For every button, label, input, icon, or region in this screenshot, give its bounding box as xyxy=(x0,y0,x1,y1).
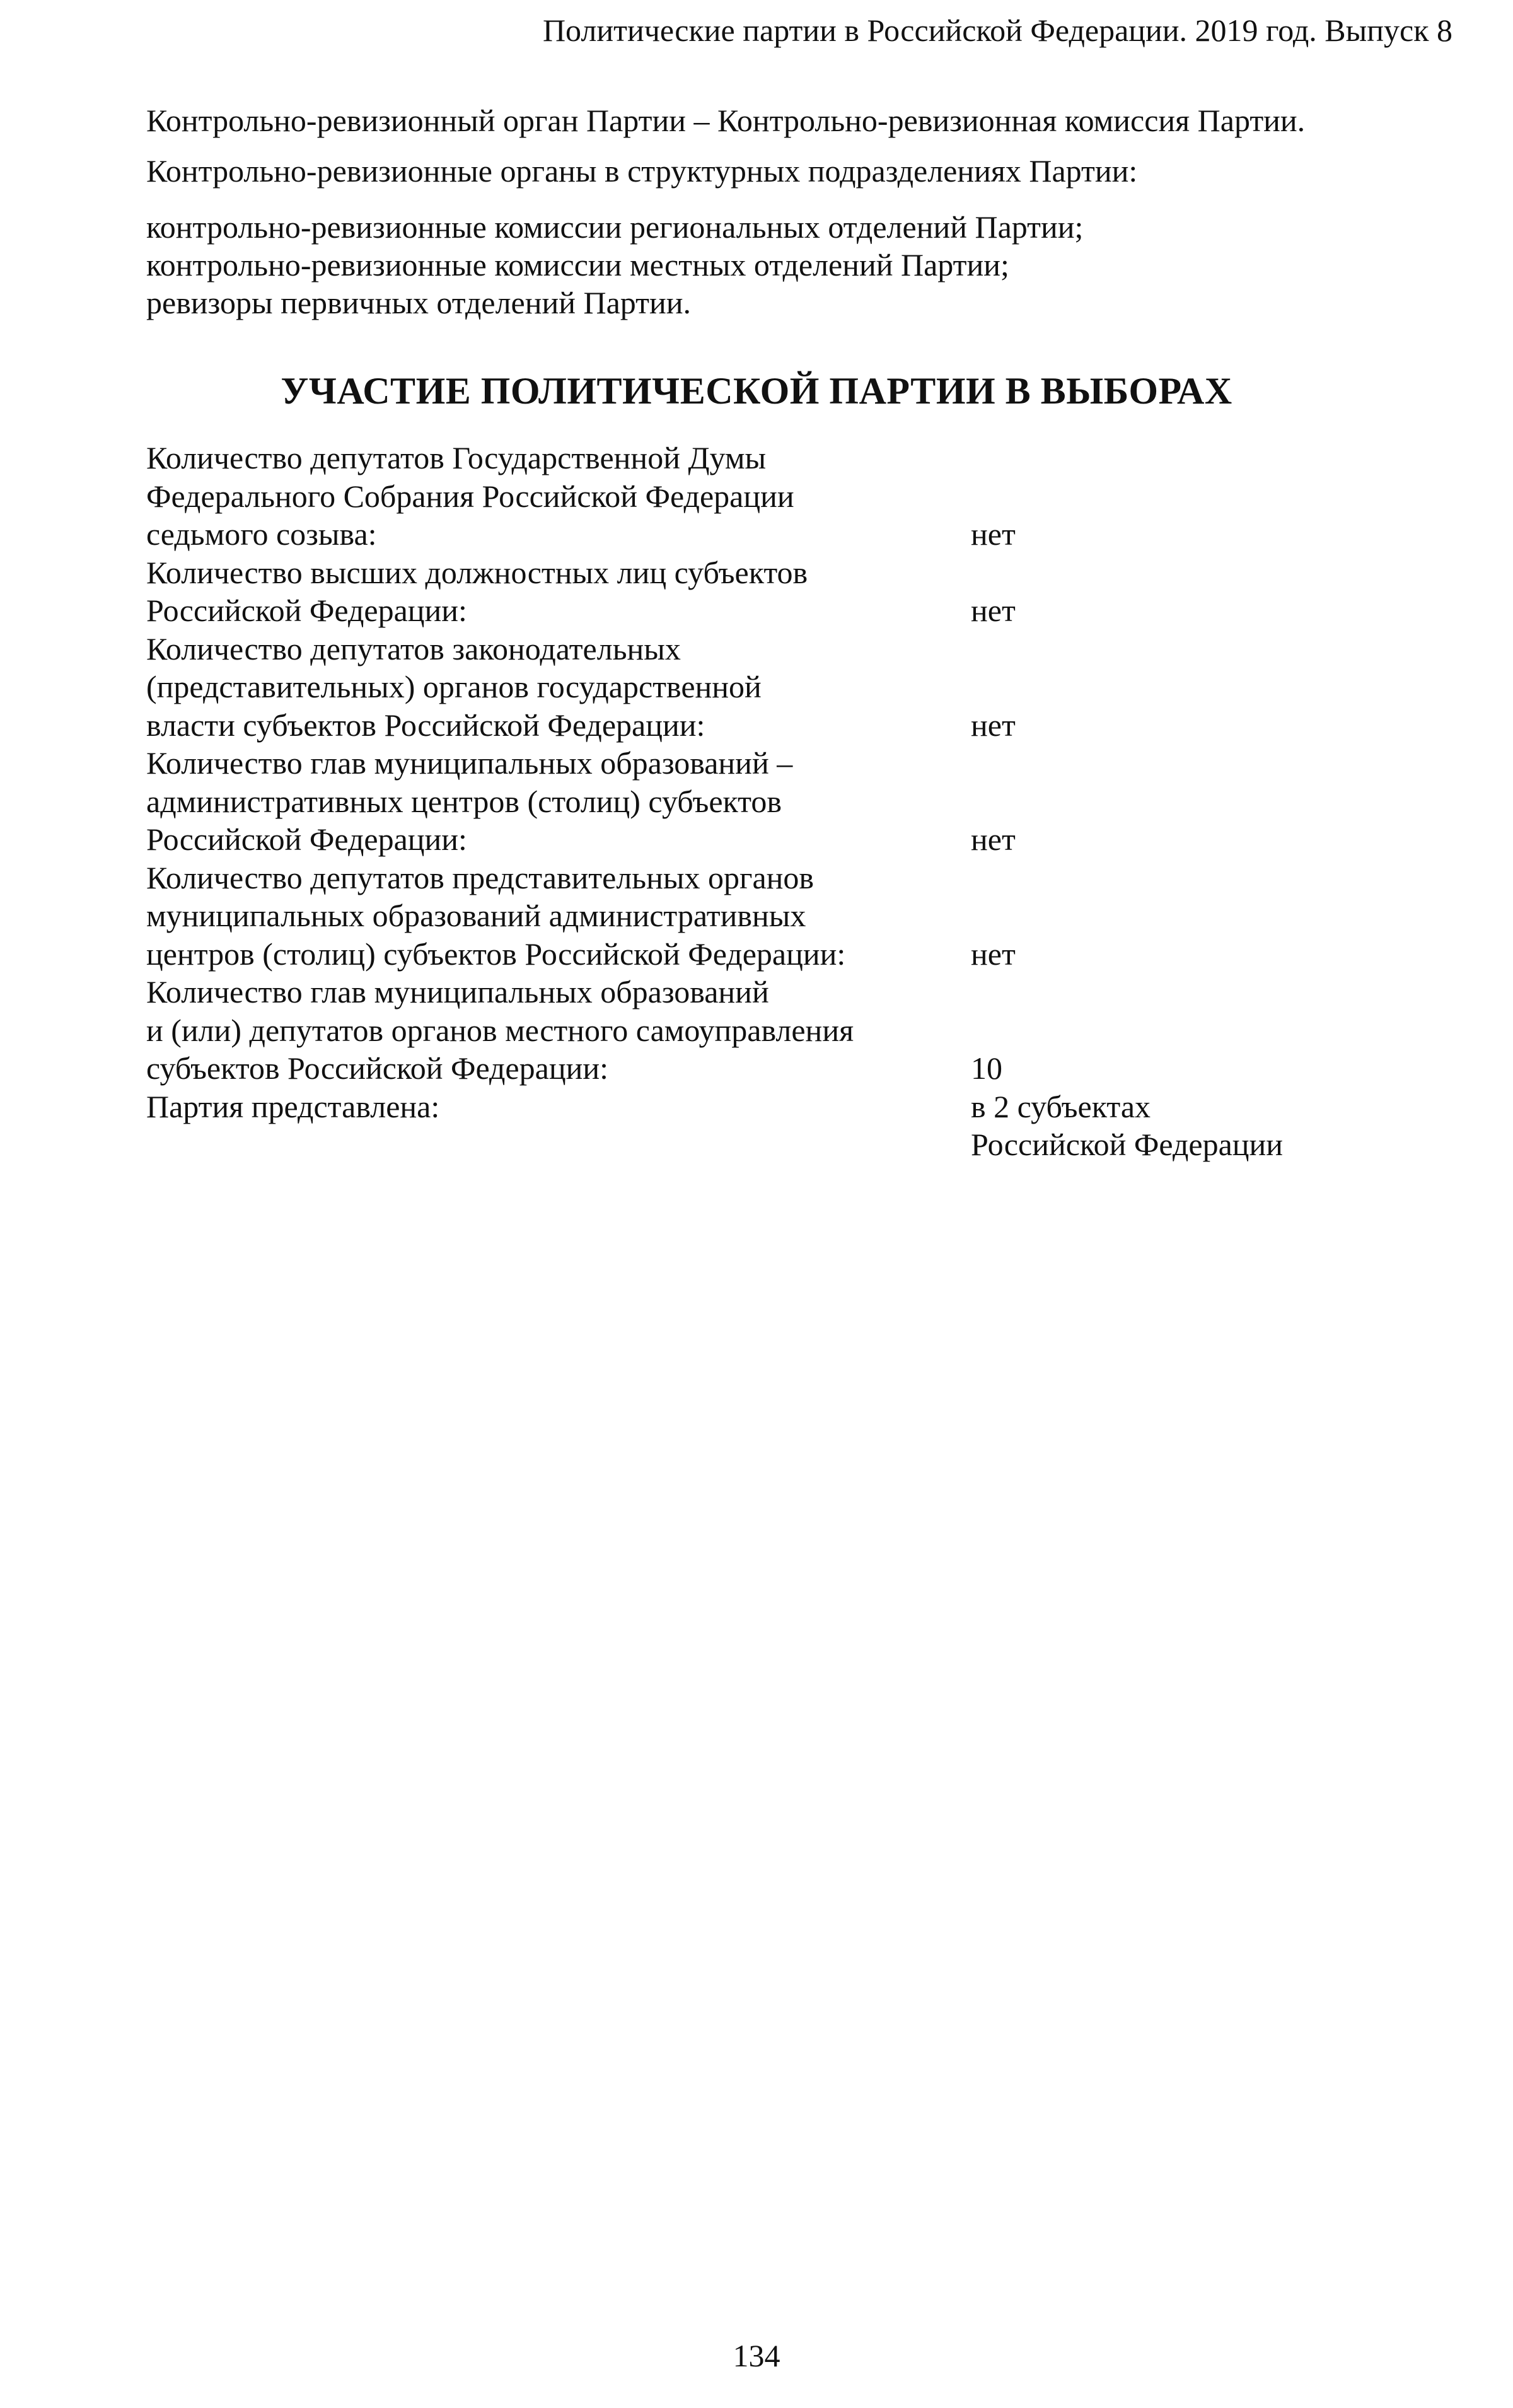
running-header-title: Политические партии в Российской Федерации. 2019 год. Выпуск 8 xyxy=(542,13,1452,48)
stat-label-line: муниципальных образований административных xyxy=(146,898,806,933)
stat-label xyxy=(146,859,971,974)
stat-label xyxy=(146,554,971,630)
stat-row-local-government xyxy=(146,973,1407,1088)
stat-label-line: власти субъектов Российской Федерации: xyxy=(146,707,705,743)
elections-section-heading: УЧАСТИЕ ПОЛИТИЧЕСКОЙ ПАРТИИ В ВЫБОРАХ xyxy=(281,370,1232,412)
stat-label-line: Количество депутатов законодательных xyxy=(146,631,681,666)
stat-value-line: Российской Федерации xyxy=(971,1127,1284,1162)
stat-value-line: в 2 субъектах xyxy=(971,1088,1151,1124)
stat-row-regional-heads xyxy=(146,554,1407,630)
elections-stats-table xyxy=(146,439,1407,1164)
stat-label-line: Российской Федерации: xyxy=(146,593,467,628)
subdivisions-intro-paragraph: Контрольно-ревизионные органы в структурных подразделениях Партии: xyxy=(146,153,1138,189)
stat-label-line: седьмого созыва: xyxy=(146,516,377,552)
stat-value xyxy=(971,1088,1283,1164)
stat-label-line: Количество депутатов Государственной Думы xyxy=(146,440,767,475)
stat-label xyxy=(146,439,971,554)
list-item: контрольно-ревизионные комиссии местных отделений Партии; xyxy=(146,247,1009,282)
stat-label xyxy=(146,1088,971,1126)
stat-label-line: Федерального Собрания Российской Федерации xyxy=(146,478,794,514)
stat-label-line: субъектов Российской Федерации: xyxy=(146,1050,608,1086)
stat-label-line: Количество глав муниципальных образований – xyxy=(146,745,793,781)
stat-label-line: (представительных) органов государственной xyxy=(146,669,762,704)
stat-label-line: Количество глав муниципальных образований xyxy=(146,974,769,1009)
stat-row-capital-heads xyxy=(146,744,1407,859)
stat-row-represented-in xyxy=(146,1088,1407,1164)
stat-label xyxy=(146,744,971,859)
stat-label-line: Российской Федерации: xyxy=(146,822,467,857)
list-item: ревизоры первичных отделений Партии. xyxy=(146,285,692,320)
control-body-paragraph: Контрольно-ревизионный орган Партии – Контрольно-ревизионная комиссия Партии. xyxy=(146,103,1306,138)
stat-label-line: и (или) депутатов органов местного самоуправления xyxy=(146,1012,854,1048)
stat-value: нет xyxy=(971,936,1016,972)
stat-value: нет xyxy=(971,707,1016,743)
stat-label-line: административных центров (столиц) субъектов xyxy=(146,783,782,819)
stat-label xyxy=(146,973,971,1088)
stat-label-line: Количество высших должностных лиц субъектов xyxy=(146,554,808,590)
stat-value: 10 xyxy=(971,1050,1002,1086)
stat-label-line: Количество депутатов представительных органов xyxy=(146,859,814,895)
stat-value: нет xyxy=(971,593,1016,628)
stat-row-state-duma xyxy=(146,439,1407,554)
stat-value: нет xyxy=(971,822,1016,857)
stat-label-line: центров (столиц) субъектов Российской Федерации: xyxy=(146,936,846,972)
stat-label xyxy=(146,630,971,745)
stat-value: нет xyxy=(971,516,1016,552)
list-item: контрольно-ревизионные комиссии региональных отделений Партии; xyxy=(146,209,1084,245)
stat-row-capital-deputies xyxy=(146,859,1407,974)
control-bodies-list xyxy=(146,208,1083,322)
stat-row-regional-legislators xyxy=(146,630,1407,745)
page-number: 134 xyxy=(733,2338,780,2373)
stat-label-line: Партия представлена: xyxy=(146,1088,440,1124)
